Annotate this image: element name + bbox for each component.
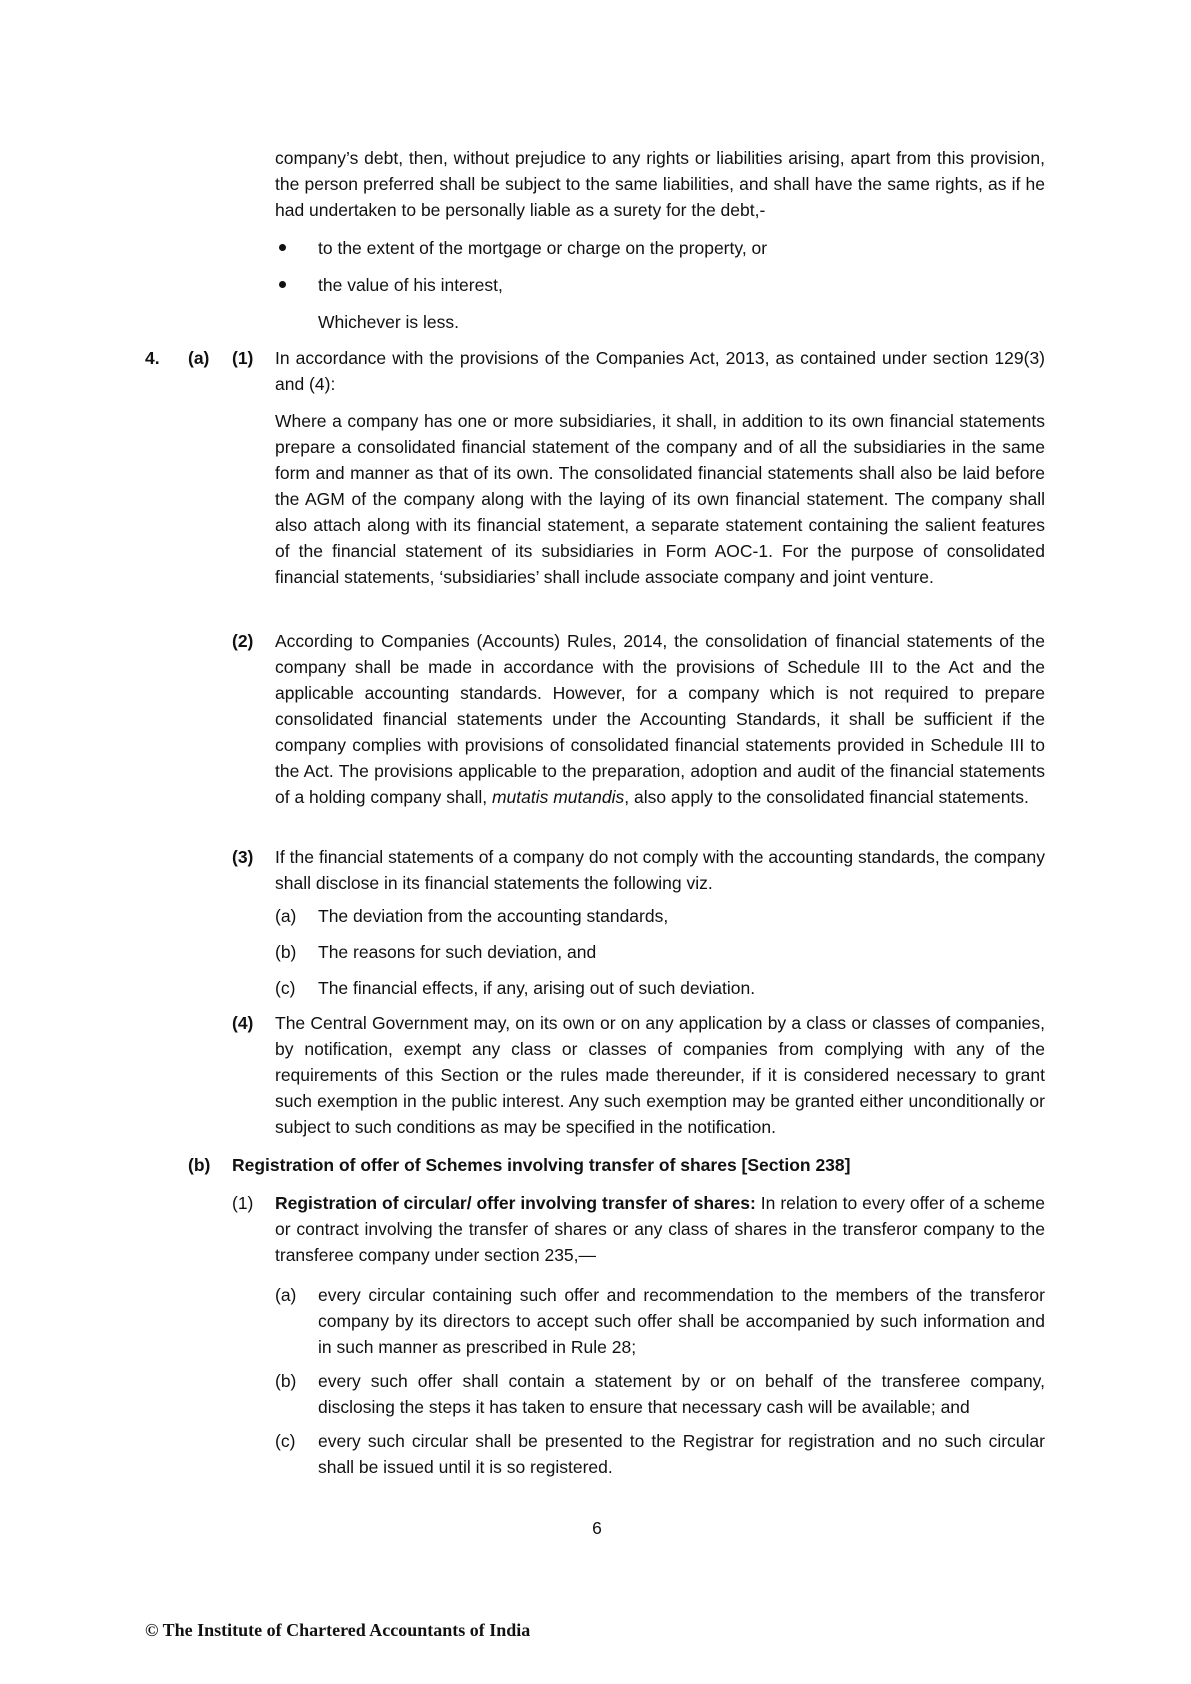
part-b-item-label: (c): [275, 1431, 296, 1451]
subpart-4-text: The Central Government may, on its own or on any application by a class or classes of companies, by notification, exempt any class or classes of companies from complying with any of the requirements of this Section or the rules made thereunder, if it is considered necessary to grant such exemption in the public interest. Any such exemption may be granted either unconditionally or subject to such conditions as may be specified in the notification.: [275, 1013, 1045, 1137]
part-b-heading: Registration of offer of Schemes involving transfer of shares [Section 238]: [232, 1155, 851, 1175]
subpart-2-text: [275, 628, 1045, 810]
subpart-3-item-label: (c): [275, 978, 296, 998]
subpart-1-body: Where a company has one or more subsidiaries, it shall, in addition to its own financial statements prepare a consolidated financial statement of the company and of all the subsidiaries in the same form and manner as that of its own. The consolidated financial statements shall also be laid before the AGM of the company along with the laying of its own financial statement. The company shall also attach along with its financial statement, a separate statement containing the salient features of the financial statement of its subsidiaries in Form AOC-1. For the purpose of consolidated financial statements, ‘subsidiaries’ shall include associate company and joint venture.: [275, 411, 1045, 587]
intro-bullet-1: to the extent of the mortgage or charge on the property, or: [318, 238, 768, 258]
part-b-subpart-1-label: (1): [232, 1193, 254, 1213]
part-b-item: every circular containing such offer and recommendation to the members of the transferor company by its directors to accept such offer shall be accompanied by such information and in such manner as prescribed in Rule 28;: [318, 1285, 1045, 1357]
subpart-3-item: The deviation from the accounting standards,: [318, 906, 669, 926]
part-b-item: every such circular shall be presented to the Registrar for registration and no such circular shall be issued until it is so registered.: [318, 1431, 1045, 1477]
question-number: 4.: [145, 348, 160, 368]
subpart-3-item-label: (b): [275, 942, 297, 962]
intro-closing: Whichever is less.: [318, 312, 460, 332]
subpart-3-item: The financial effects, if any, arising out of such deviation.: [318, 978, 756, 998]
footer-copyright: © The Institute of Chartered Accountants of India: [145, 1620, 531, 1640]
part-b-label: (b): [188, 1155, 211, 1175]
bullet-icon: [279, 281, 286, 288]
page-number: 6: [592, 1518, 602, 1538]
part-a-label: (a): [188, 348, 210, 368]
part-b-subpart-1-bold-lead: Registration of circular/ offer involving transfer of shares:: [275, 1193, 756, 1213]
part-b-subpart-1-body: In relation to every offer of a scheme or contract involving the transfer of shares or any class of shares in the transferor company to the transferee company under section 235,—: [275, 1193, 1045, 1265]
part-b-subpart-1-text: [275, 1190, 1045, 1268]
subpart-1-label: (1): [232, 348, 254, 368]
subpart-2-label: (2): [232, 631, 254, 651]
part-b-item-label: (a): [275, 1285, 297, 1305]
subpart-3-lead: If the financial statements of a company do not comply with the accounting standards, the company shall disclose in its financial statements the following viz.: [275, 847, 1045, 893]
part-b-item-label: (b): [275, 1371, 297, 1391]
subpart-2-text-before: According to Companies (Accounts) Rules, 2014, the consolidation of financial statements of the company shall be made in accordance with the provisions of Schedule III to the Act and the applicable accounting standards. However, for a company which is not required to prepare consolidated financial statements under the Accounting Standards, it shall be sufficient if the company complies with provisions of consolidated financial statements provided in Schedule III to the Act. The provisions applicable to the preparation, adoption and audit of the financial statements of a holding company shall,: [275, 631, 1045, 807]
subpart-2-text-after: , also apply to the consolidated financial statements.: [624, 787, 1029, 807]
intro-paragraph: company’s debt, then, without prejudice to any rights or liabilities arising, apart from this provision, the person preferred shall be subject to the same liabilities, and shall have the same rights, as if he had undertaken to be personally liable as a surety for the debt,-: [275, 148, 1045, 220]
subpart-1-lead: In accordance with the provisions of the Companies Act, 2013, as contained under section 129(3) and (4):: [275, 348, 1045, 394]
subpart-4-label: (4): [232, 1013, 254, 1033]
part-b-item: every such offer shall contain a statement by or on behalf of the transferee company, disclosing the steps it has taken to ensure that necessary cash will be available; and: [318, 1371, 1045, 1417]
subpart-3-label: (3): [232, 847, 254, 867]
bullet-icon: [279, 244, 286, 251]
subpart-3-item-label: (a): [275, 906, 297, 926]
subpart-3-item: The reasons for such deviation, and: [318, 942, 597, 962]
intro-bullet-2: the value of his interest,: [318, 275, 503, 295]
subpart-2-italic: mutatis mutandis: [491, 787, 625, 807]
